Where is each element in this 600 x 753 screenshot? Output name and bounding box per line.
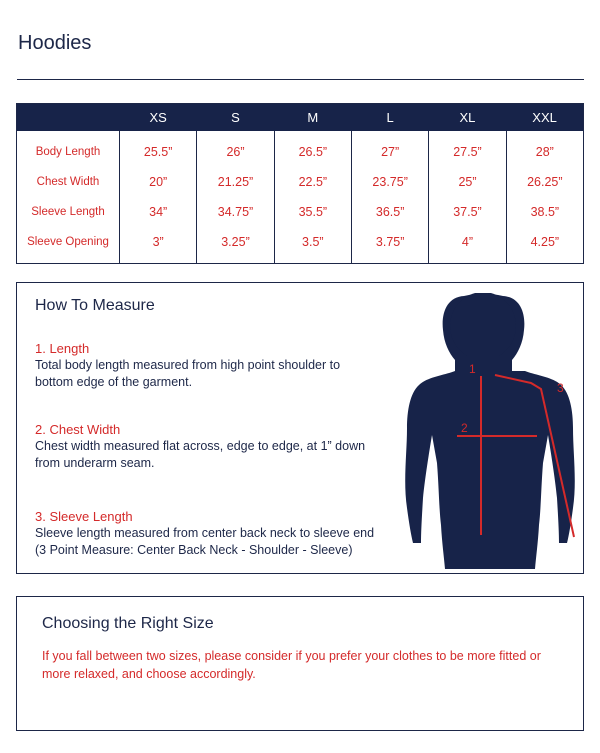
table-cell: 28”: [506, 131, 583, 167]
size-header: XL: [429, 104, 506, 132]
choosing-size-heading: Choosing the Right Size: [42, 615, 214, 632]
size-header: M: [274, 104, 351, 132]
measure-item-description: Total body length measured from high point shoulder to bottom edge of the garment.: [35, 358, 341, 389]
table-cell: 3.25”: [197, 227, 274, 264]
table-cell: 37.5”: [429, 197, 506, 227]
table-cell: 27.5”: [429, 131, 506, 167]
table-cell: 22.5”: [274, 167, 351, 197]
measure-item-chest-width: [35, 421, 380, 472]
table-cell: 38.5”: [506, 197, 583, 227]
title-divider: [17, 79, 584, 80]
choosing-size-text: If you fall between two sizes, please consider if you prefer your clothes to be more fitted or more relaxed, and choose accordingly.: [42, 649, 541, 681]
table-cell: 34.75”: [197, 197, 274, 227]
row-label: Chest Width: [36, 176, 100, 188]
measure-item-length: [35, 340, 380, 391]
measure-item-description: Sleeve length measured from center back neck to sleeve end (3 Point Measure: Center Back Neck - Shoulder - Sleeve): [35, 526, 375, 557]
table-cell: 36.5”: [351, 197, 428, 227]
row-label: Sleeve Opening: [27, 236, 109, 248]
table-cell: 27”: [351, 131, 428, 167]
table-cell: 3.75”: [351, 227, 428, 264]
table-cell: 26.5”: [274, 131, 351, 167]
size-chart-table: [16, 103, 584, 264]
how-to-measure-heading: How To Measure: [35, 297, 155, 314]
table-cell: 25”: [429, 167, 506, 197]
table-cell: 26.25”: [506, 167, 583, 197]
row-label: Sleeve Length: [31, 206, 105, 218]
size-header: XXL: [506, 104, 583, 132]
size-header: L: [351, 104, 428, 132]
table-row: [17, 167, 584, 197]
table-cell: 23.75”: [351, 167, 428, 197]
table-cell: 4.25”: [506, 227, 583, 264]
size-header-row: [17, 104, 584, 132]
table-row: [17, 197, 584, 227]
table-cell: 4”: [429, 227, 506, 264]
table-cell: 25.5”: [120, 131, 197, 167]
page-title: Hoodies: [18, 32, 92, 54]
table-cell: 3.5”: [274, 227, 351, 264]
measure-item-description: Chest width measured flat across, edge to edge, at 1” down from underarm seam.: [35, 439, 366, 470]
marker-length: 1: [469, 362, 476, 376]
how-to-measure-panel: [16, 282, 584, 574]
measure-item-sleeve-length: [35, 508, 380, 559]
measure-item-title: 1. Length: [35, 341, 90, 356]
marker-sleeve-length: 3: [557, 381, 564, 395]
table-cell: 20”: [120, 167, 197, 197]
size-header: S: [197, 104, 274, 132]
table-cell: 3”: [120, 227, 197, 264]
marker-chest-width: 2: [461, 421, 468, 435]
choosing-size-panel: [16, 596, 584, 731]
measure-item-title: 3. Sleeve Length: [35, 509, 133, 524]
measure-item-title: 2. Chest Width: [35, 422, 121, 437]
table-cell: 21.25”: [197, 167, 274, 197]
header-blank: [17, 104, 120, 132]
body-measurement-figure: [397, 293, 577, 569]
row-label: Body Length: [35, 146, 101, 158]
table-cell: 26”: [197, 131, 274, 167]
table-row: [17, 227, 584, 264]
size-header: XS: [120, 104, 197, 132]
table-cell: 35.5”: [274, 197, 351, 227]
table-row: [17, 131, 584, 167]
table-cell: 34”: [120, 197, 197, 227]
